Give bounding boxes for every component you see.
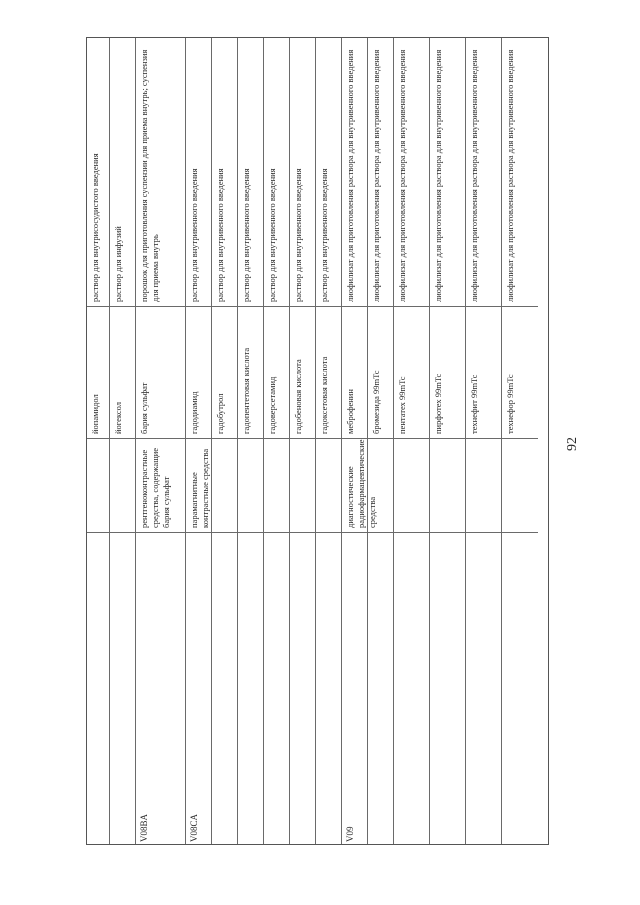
substance-cell (394, 306, 429, 438)
form-text: раствор для внутривенного введения (189, 168, 199, 302)
code-cell (342, 532, 367, 846)
substance-text: бария сульфат (139, 382, 149, 434)
form-cell (430, 38, 465, 306)
substance-text: гадоверсетамид (267, 376, 277, 434)
group-cell (186, 438, 211, 532)
code-cell (502, 532, 538, 846)
substance-cell (502, 306, 538, 438)
form-cell (186, 38, 211, 306)
group-cell (238, 438, 263, 532)
form-text: раствор для внутривенного введения (293, 168, 303, 302)
table-row (290, 38, 316, 844)
form-cell (110, 38, 135, 306)
code-text: V08BA (139, 813, 149, 842)
substance-cell (238, 306, 263, 438)
substance-cell (87, 306, 109, 438)
substance-cell (186, 306, 211, 438)
form-text: лиофилизат для приготовления раствора для внутривенного введения (397, 49, 407, 302)
form-cell (394, 38, 429, 306)
code-cell (212, 532, 237, 846)
drug-table (86, 37, 549, 845)
code-cell (110, 532, 135, 846)
code-cell (238, 532, 263, 846)
form-text: лиофилизат для приготовления раствора для внутривенного введения (505, 49, 515, 302)
code-cell (264, 532, 289, 846)
code-cell (186, 532, 211, 846)
substance-text: гадоксетовая кислота (319, 356, 329, 434)
substance-text: технефор 99mTc (505, 374, 515, 434)
form-cell (466, 38, 501, 306)
group-cell (430, 438, 465, 532)
table-row (316, 38, 342, 844)
code-cell (316, 532, 341, 846)
group-cell (136, 438, 185, 532)
form-cell (136, 38, 185, 306)
substance-text: гадобутрол (215, 393, 225, 434)
group-cell (264, 438, 289, 532)
table-row (238, 38, 264, 844)
form-text: лиофилизат для приготовления раствора для внутривенного введения (433, 49, 443, 302)
group-text: рентгеноконтрастные средства, содержащие бария сульфат (139, 447, 171, 528)
table-row (110, 38, 136, 844)
table-row (87, 38, 110, 844)
substance-cell (368, 306, 393, 438)
form-text: раствор для внутривенного введения (215, 168, 225, 302)
table-row (394, 38, 430, 844)
table-row (368, 38, 394, 844)
form-cell (502, 38, 538, 306)
form-text: порошок для приготовления суспензии для приема внутрь; суспензия для приема внутрь (139, 49, 160, 302)
substance-cell (212, 306, 237, 438)
group-cell (342, 438, 377, 532)
form-text: лиофилизат для приготовления раствора для внутривенного введения (371, 49, 381, 302)
form-cell (238, 38, 263, 306)
code-text: V09 (345, 826, 355, 842)
form-cell (368, 38, 393, 306)
substance-text: гадобеновая кислота (293, 359, 303, 434)
table-row (430, 38, 466, 844)
page-number: 92 (565, 437, 580, 451)
substance-text: йопамидол (90, 394, 100, 434)
substance-text: бромезида 99mTc (371, 370, 381, 434)
table-row (264, 38, 290, 844)
form-text: раствор для внутривенного введения (267, 168, 277, 302)
form-text: раствор для внутрисосудистого введения (90, 153, 100, 302)
substance-text: пентатех 99mTc (397, 376, 407, 434)
substance-text: меброфенин (345, 389, 355, 434)
substance-cell (342, 306, 367, 438)
group-cell (316, 438, 341, 532)
group-cell (368, 438, 393, 532)
group-cell (394, 438, 429, 532)
form-cell (87, 38, 109, 306)
code-cell (368, 532, 393, 846)
substance-cell (430, 306, 465, 438)
form-cell (342, 38, 367, 306)
group-cell (466, 438, 501, 532)
substance-cell (136, 306, 185, 438)
substance-text: гадопентетовая кислота (241, 347, 251, 434)
form-text: раствор для внутривенного введения (319, 168, 329, 302)
table-row (466, 38, 502, 844)
table-row (186, 38, 212, 844)
code-cell (290, 532, 315, 846)
substance-text: гадодиамид (189, 391, 199, 434)
table-row (136, 38, 186, 844)
code-cell (136, 532, 185, 846)
table-row (502, 38, 538, 844)
form-cell (290, 38, 315, 306)
substance-text: технефит 99mTc (469, 374, 479, 434)
substance-cell (466, 306, 501, 438)
substance-text: йогексол (113, 401, 123, 434)
substance-cell (110, 306, 135, 438)
substance-cell (264, 306, 289, 438)
form-text: лиофилизат для приготовления раствора для внутривенного введения (469, 49, 479, 302)
group-cell (87, 438, 109, 532)
form-text: раствор для внутривенного введения (241, 168, 251, 302)
code-text: V08CA (189, 813, 199, 842)
code-cell (466, 532, 501, 846)
form-text: лиофилизат для приготовления раствора для внутривенного введения (345, 49, 355, 302)
form-text: раствор для инфузий (113, 226, 123, 302)
form-cell (316, 38, 341, 306)
group-cell (290, 438, 315, 532)
substance-text: пирфотех 99mTc (433, 373, 443, 434)
code-cell (394, 532, 429, 846)
form-cell (212, 38, 237, 306)
group-cell (212, 438, 237, 532)
substance-cell (290, 306, 315, 438)
group-text: парамагнитные контрастные средства (189, 448, 210, 528)
group-cell (110, 438, 135, 532)
code-cell (87, 532, 109, 846)
group-text: диагностические радиофармацевтические средства (345, 439, 377, 528)
code-cell (430, 532, 465, 846)
group-cell (502, 438, 538, 532)
form-cell (264, 38, 289, 306)
table-row (212, 38, 238, 844)
substance-cell (316, 306, 341, 438)
